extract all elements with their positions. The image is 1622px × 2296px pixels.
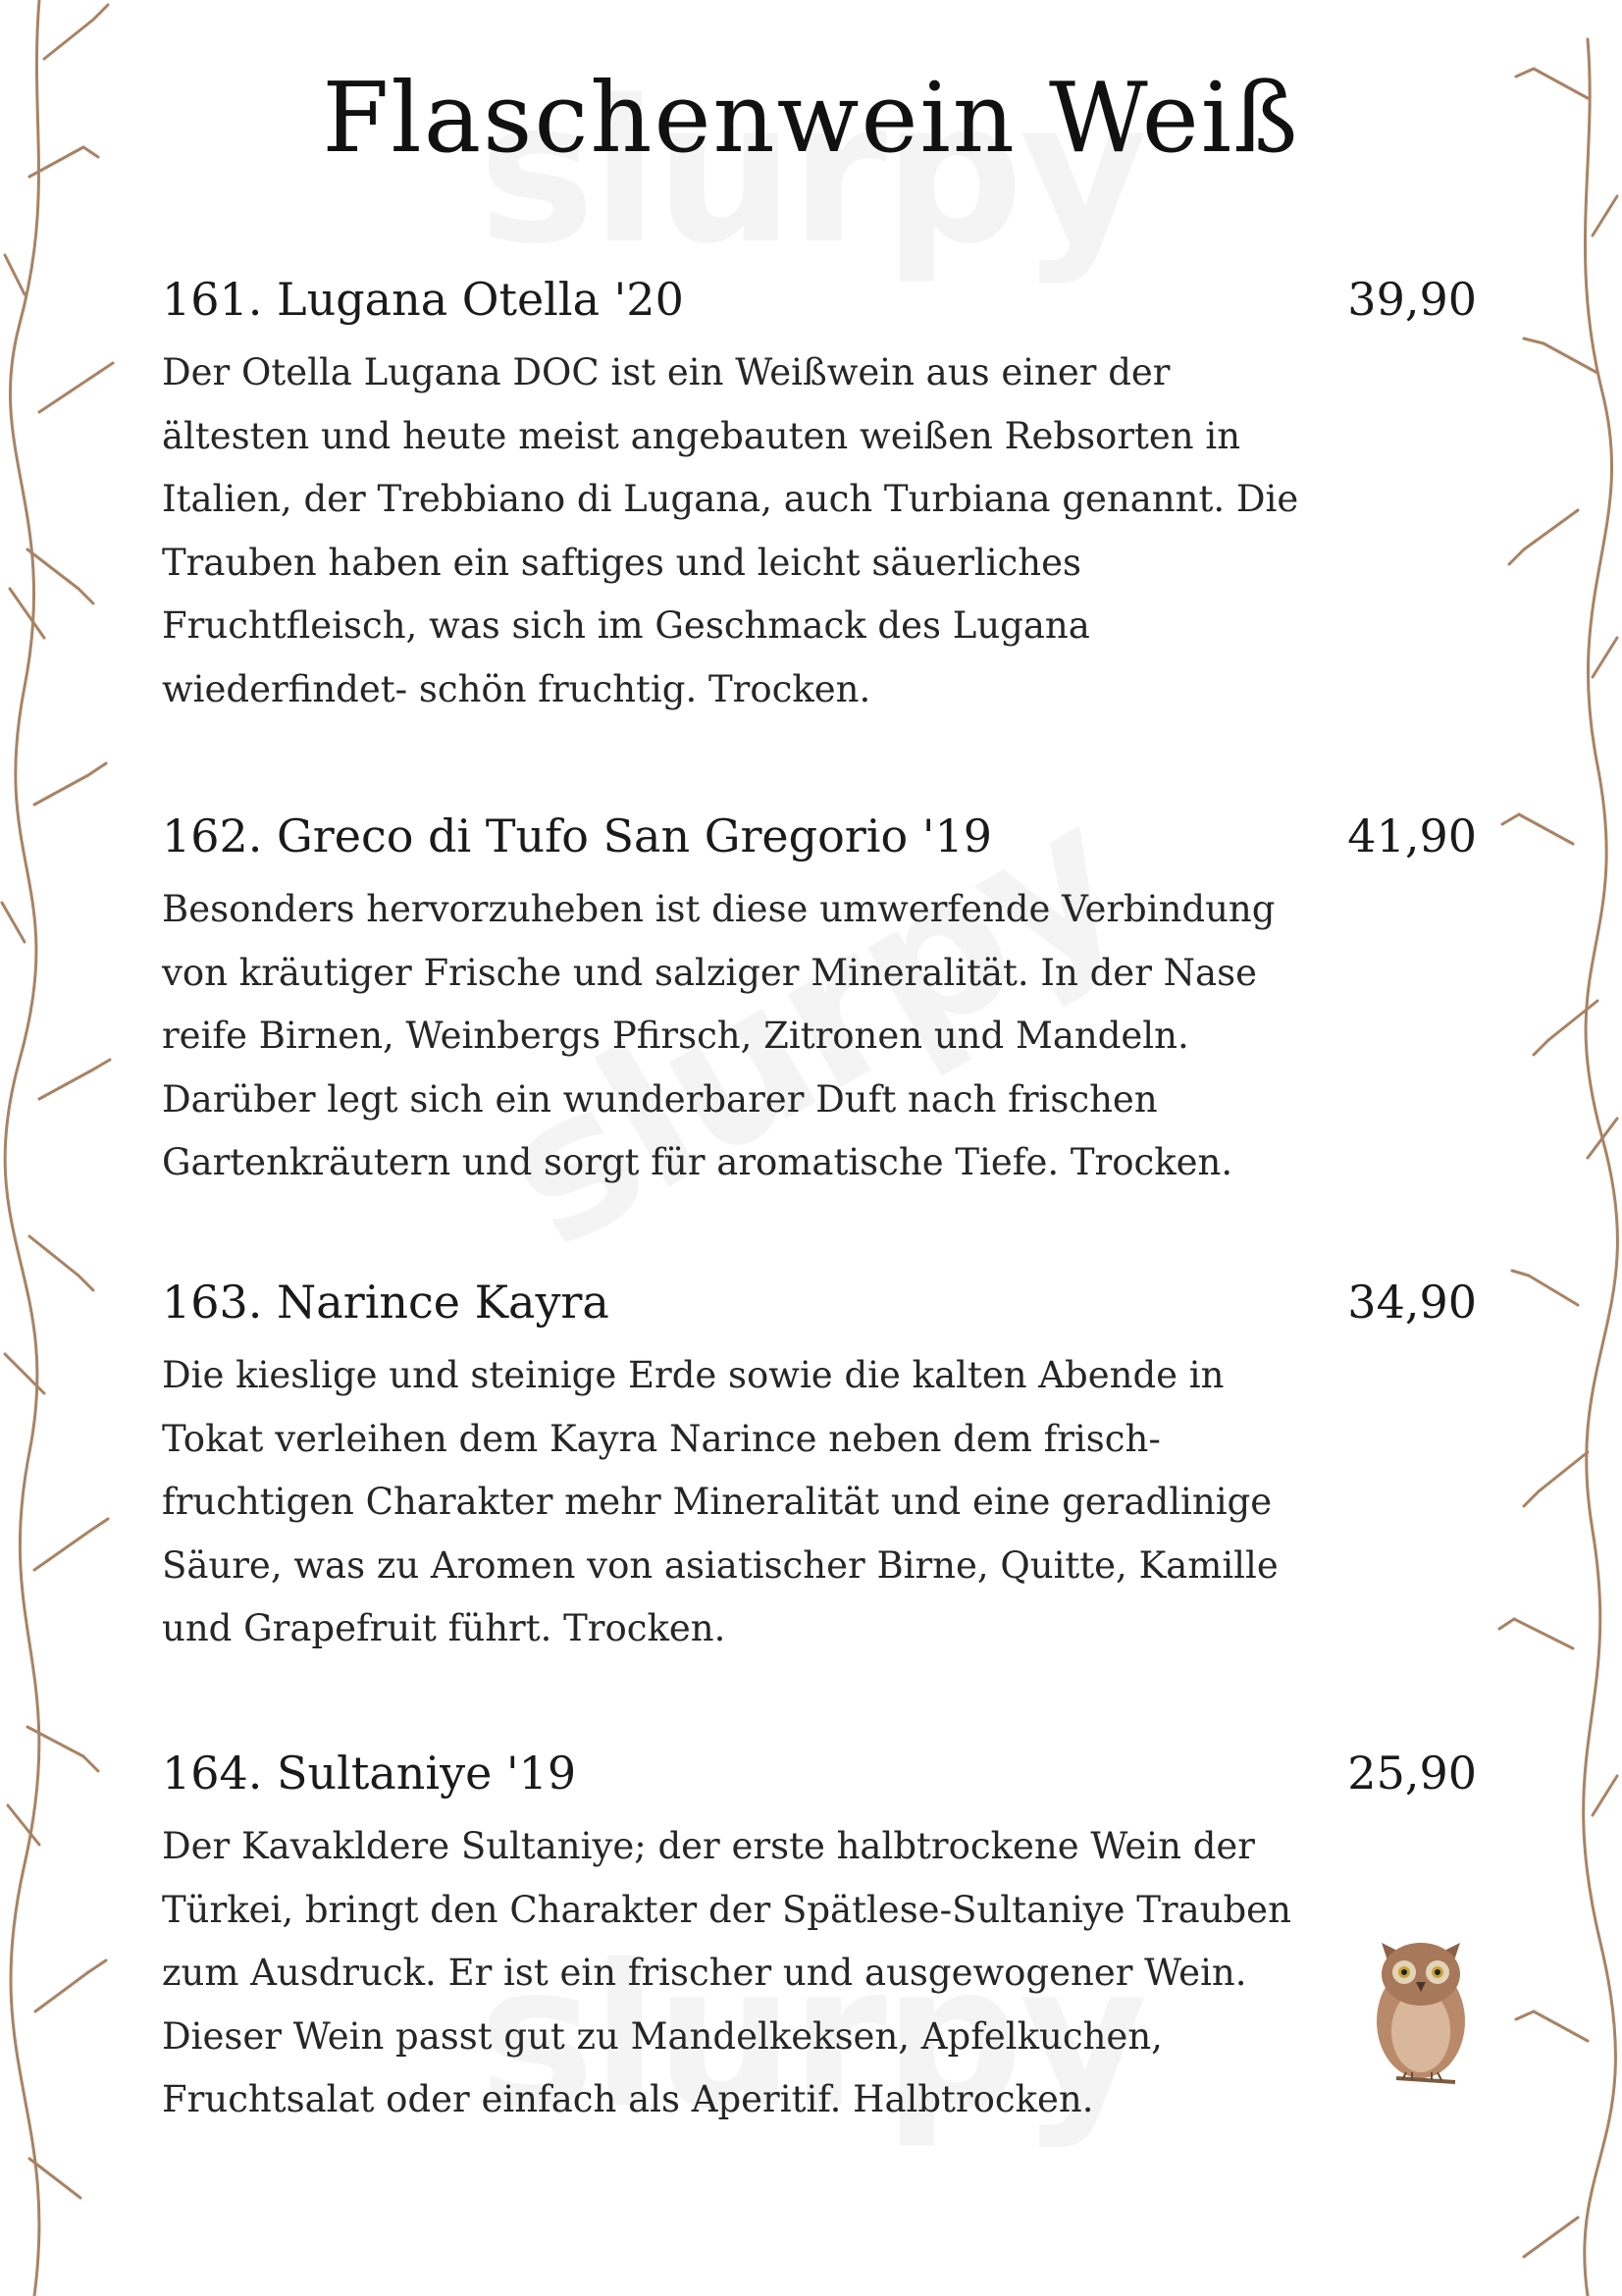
- wine-item-header: [162, 1276, 1477, 1344]
- wine-item: [162, 1747, 1477, 2132]
- branch-left-icon: [0, 0, 128, 2296]
- wine-item: [162, 1276, 1477, 1661]
- branch-right-icon: [1494, 0, 1622, 2296]
- wine-item-header: [162, 809, 1477, 878]
- wine-description: Besonders hervorzuheben ist diese umwerfende Verbindung von kräutiger Frische und salziger Mineralität. In der Nase reife Birnen, Weinbergs Pfirsch, Zitronen und Mandeln. Darüber legt sich ein wunderbarer Duft nach frischen Gartenkräutern und sorgt für aromatische Tiefe. Trocken.: [162, 888, 1276, 1183]
- wine-name: 161. Lugana Otella '20: [162, 273, 684, 326]
- wine-item: [162, 273, 1477, 721]
- wine-description: Der Otella Lugana DOC ist ein Weißwein aus einer der ältesten und heute meist angebauten weißen Rebsorten in Italien, der Trebbiano di Lugana, auch Turbiana genannt. Die Trauben haben ein saftiges und leicht säuerliches Fruchtfleisch, was sich im Geschmack des Lugana wiederfindet- schön fruchtig. Trocken.: [162, 351, 1299, 710]
- page-title: Flaschenwein Weiß: [322, 63, 1300, 175]
- wine-description: Der Kavakldere Sultaniye; der erste halbtrockene Wein der Türkei, bringt den Charakter der Spätlese-Sultaniye Trauben zum Ausdruck. Er ist ein frischer und ausgewogener Wein. Dieser Wein passt gut zu Mandelkeksen, Apfelkuchen, Fruchtsalat oder einfach als Aperitif. Halbtrocken.: [162, 1825, 1291, 2120]
- wine-name: 162. Greco di Tufo San Gregorio '19: [162, 809, 992, 862]
- wine-name: 164. Sultaniye '19: [162, 1747, 577, 1800]
- wine-name: 163. Narince Kayra: [162, 1276, 609, 1329]
- wine-price: 39,90: [1347, 273, 1477, 326]
- wine-item-header: [162, 1747, 1477, 1815]
- wine-description: Die kieslige und steinige Erde sowie die kalten Abende in Tokat verleihen dem Kayra Narince neben dem frisch-fruchtigen Charakter mehr Mineralität und eine geradlinige Säure, was zu Aromen von asiatischer Birne, Quitte, Kamille und Grapefruit führt. Trocken.: [162, 1354, 1279, 1649]
- wine-price: 25,90: [1347, 1747, 1477, 1800]
- wine-price: 41,90: [1347, 809, 1477, 862]
- owl-icon: [1357, 1913, 1485, 2090]
- wine-item: [162, 809, 1477, 1195]
- wine-price: 34,90: [1347, 1276, 1477, 1329]
- wine-item-header: [162, 273, 1477, 341]
